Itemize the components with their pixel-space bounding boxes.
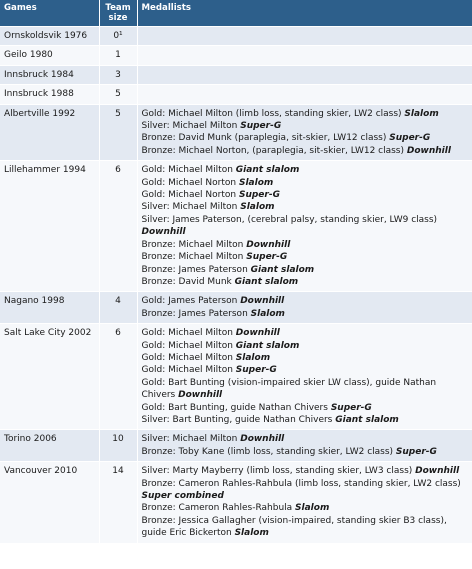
medal-text: Silver: James Paterson, (cerebral palsy, standing skier, LW9 class) xyxy=(141,214,438,225)
games-cell: Nagano 1998 xyxy=(0,292,99,324)
medal-entry xyxy=(142,352,468,364)
team-size-cell: 6 xyxy=(99,324,137,430)
medal-text: Bronze: James Paterson xyxy=(141,264,251,275)
medal-text: Gold: Michael Milton (limb loss, standing skier, LW2 class) xyxy=(141,108,405,119)
team-size-cell: 4 xyxy=(99,292,137,324)
medal-text: Bronze: Michael Milton xyxy=(141,239,247,250)
medal-text: Bronze: Jessica Gallagher (vision-impaired, standing skier B3 class), guide Eric Bickerton xyxy=(141,515,447,539)
medal-event: Downhill xyxy=(415,466,460,477)
medal-text: Gold: Bart Bunting (vision-impaired skier LW class), guide Nathan Chivers xyxy=(141,377,437,401)
medal-entry xyxy=(142,515,468,540)
medal-text: Bronze: James Paterson xyxy=(141,308,251,319)
medal-entry xyxy=(142,276,468,288)
medal-text: Bronze: David Munk (paraplegia, sit-skier, LW12 class) xyxy=(141,133,390,144)
medal-entry xyxy=(142,502,468,514)
medal-entry xyxy=(142,402,468,414)
table-row xyxy=(0,27,472,46)
games-cell: Ornskoldsvik 1976 xyxy=(0,27,99,46)
medallists-header: Medallists xyxy=(137,0,472,27)
team-size-cell: 5 xyxy=(99,85,137,104)
games-cell: Vancouver 2010 xyxy=(0,462,99,543)
medal-entry xyxy=(142,446,468,458)
medal-entry xyxy=(142,377,468,402)
medal-event: Super-G xyxy=(246,252,288,263)
table-row xyxy=(0,46,472,65)
medal-entry xyxy=(142,295,468,307)
medallists-cell xyxy=(137,85,472,104)
medal-entry xyxy=(142,465,468,477)
medal-text: Bronze: David Munk xyxy=(141,276,235,287)
header-row xyxy=(0,0,472,27)
medal-text: Bronze: Michael Milton xyxy=(141,252,247,263)
medal-event: Super-G xyxy=(389,133,431,144)
medal-entry xyxy=(142,340,468,352)
medal-text: Gold: Michael Milton xyxy=(141,352,236,363)
medal-entry xyxy=(142,364,468,376)
games-header: Games xyxy=(0,0,99,27)
medal-text: Gold: Bart Bunting, guide Nathan Chivers xyxy=(141,402,331,413)
medal-event: Super-G xyxy=(235,365,277,376)
table-row xyxy=(0,85,472,104)
medal-entry xyxy=(142,239,468,251)
medal-event: Downhill xyxy=(178,390,223,401)
medal-entry xyxy=(142,120,468,132)
medal-entry xyxy=(142,414,468,426)
medal-event: Super-G xyxy=(238,190,280,201)
medallists-cell xyxy=(137,27,472,46)
medal-event: Downhill xyxy=(240,296,285,307)
medal-event: Downhill xyxy=(240,434,285,445)
medal-text: Bronze: Cameron Rahles-Rahbula xyxy=(141,503,296,514)
medallists-cell xyxy=(137,104,472,161)
medal-event: Giant slalom xyxy=(234,276,299,287)
team-size-cell: 5 xyxy=(99,104,137,161)
medal-event: Super combined xyxy=(141,491,224,501)
games-cell: Torino 2006 xyxy=(0,430,99,462)
medallists-cell xyxy=(137,161,472,292)
medal-text: Bronze: Michael Norton, (paraplegia, sit-skier, LW12 class) xyxy=(141,145,407,156)
team-size-cell: 14 xyxy=(99,462,137,543)
medal-event: Slalom xyxy=(238,177,274,188)
medal-text: Silver: Michael Milton xyxy=(141,434,241,445)
medal-text: Gold: Michael Norton xyxy=(141,177,239,188)
medal-entry xyxy=(142,189,468,201)
medal-event: Super-G xyxy=(395,446,437,457)
medal-text: Bronze: Cameron Rahles-Rahbula (limb loss, standing skier, LW2 class) xyxy=(141,478,461,489)
medal-entry xyxy=(142,251,468,263)
medallists-cell xyxy=(137,324,472,430)
medal-event: Downhill xyxy=(406,145,451,156)
medal-text: Gold: Michael Milton xyxy=(141,340,236,351)
medal-event: Downhill xyxy=(235,328,280,339)
medal-event: Slalom xyxy=(404,108,439,119)
medal-entry xyxy=(142,327,468,339)
team-size-cell: 6 xyxy=(99,161,137,292)
team-size-cell: 3 xyxy=(99,65,137,84)
table-row xyxy=(0,161,472,292)
games-cell: Salt Lake City 2002 xyxy=(0,324,99,430)
table-row xyxy=(0,104,472,161)
table-row xyxy=(0,430,472,462)
medal-text: Silver: Marty Mayberry (limb loss, standing skier, LW3 class) xyxy=(141,466,416,477)
medal-event: Downhill xyxy=(246,239,291,250)
medallists-cell xyxy=(137,65,472,84)
medal-text: Silver: Michael Milton xyxy=(141,121,241,132)
medallists-cell xyxy=(137,430,472,462)
team-size-cell: 10 xyxy=(99,430,137,462)
medal-entry xyxy=(142,308,468,320)
medal-event: Slalom xyxy=(235,352,271,363)
table-row xyxy=(0,292,472,324)
medal-entry xyxy=(142,433,468,445)
medal-entry xyxy=(142,145,468,157)
medallists-cell xyxy=(137,46,472,65)
medal-event: Giant slalom xyxy=(235,340,300,351)
medal-entry xyxy=(142,214,468,239)
medal-event: Slalom xyxy=(234,528,269,539)
medal-entry xyxy=(142,264,468,276)
games-cell: Innsbruck 1984 xyxy=(0,65,99,84)
medal-entry xyxy=(142,177,468,189)
games-cell: Innsbruck 1988 xyxy=(0,85,99,104)
medal-text: Silver: Michael Milton xyxy=(141,202,241,213)
medal-text: Gold: Michael Norton xyxy=(141,190,239,201)
team-size-cell: 0¹ xyxy=(99,27,137,46)
medal-entry xyxy=(142,201,468,213)
medal-event: Slalom xyxy=(295,503,330,514)
medal-text: Gold: James Paterson xyxy=(141,296,241,307)
medal-event: Super-G xyxy=(330,402,372,413)
games-cell: Lillehammer 1994 xyxy=(0,161,99,292)
medal-event: Giant slalom xyxy=(335,414,399,425)
medal-event: Giant slalom xyxy=(250,264,315,275)
medal-entry xyxy=(142,132,468,144)
table-row xyxy=(0,324,472,430)
medal-text: Gold: Michael Milton xyxy=(141,328,236,339)
medal-entry xyxy=(142,478,468,503)
medal-event: Downhill xyxy=(141,227,186,238)
medal-event: Giant slalom xyxy=(235,165,300,176)
medal-event: Slalom xyxy=(250,308,285,319)
games-cell: Albertville 1992 xyxy=(0,104,99,161)
table-row xyxy=(0,65,472,84)
team-size-header: Team size xyxy=(99,0,137,27)
medallists-cell xyxy=(137,292,472,324)
medal-event: Slalom xyxy=(240,202,275,213)
medal-entry xyxy=(142,108,468,120)
medal-text: Silver: Bart Bunting, guide Nathan Chivers xyxy=(141,414,336,425)
games-cell: Geilo 1980 xyxy=(0,46,99,65)
medal-entry xyxy=(142,164,468,176)
table-row xyxy=(0,462,472,543)
medal-text: Gold: Michael Milton xyxy=(141,165,236,176)
medallists-cell xyxy=(137,462,472,543)
medal-event: Super-G xyxy=(240,121,282,132)
medal-text: Gold: Michael Milton xyxy=(141,365,236,376)
team-size-cell: 1 xyxy=(99,46,137,65)
medal-text: Bronze: Toby Kane (limb loss, standing skier, LW2 class) xyxy=(141,446,396,457)
